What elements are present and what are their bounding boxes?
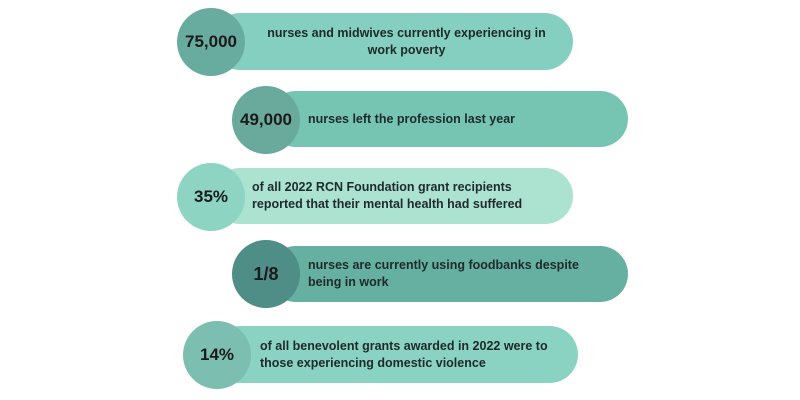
stat-value: 35% [193,187,229,206]
stat-value: 75,000 [185,32,237,51]
stat-description: nurses are currently using foodbanks despite being in work [308,258,579,289]
stat-circle [232,240,300,308]
stat-description: nurses and midwives currently experiencing in work poverty [267,25,546,57]
stat-pill [268,246,628,302]
stat-description: nurses left the profession last year [308,111,516,126]
stat-pill [212,168,573,224]
stat-value: 1/8 [253,263,279,284]
stat-pill [268,91,628,147]
stat-description: of all 2022 RCN Foundation grant recipients reported that their mental health had suffered [252,180,523,211]
stat-circle [177,8,245,76]
stat-pill [212,326,578,383]
stat-circle [232,86,300,154]
stat-pill [212,13,573,70]
stat-circle [177,163,245,231]
stat-description: of all benevolent grants awarded in 2022 were to those experiencing domestic violence [260,338,548,370]
stat-value: 49,000 [240,110,292,129]
stat-value: 14% [199,345,235,364]
stat-circle [183,321,251,389]
